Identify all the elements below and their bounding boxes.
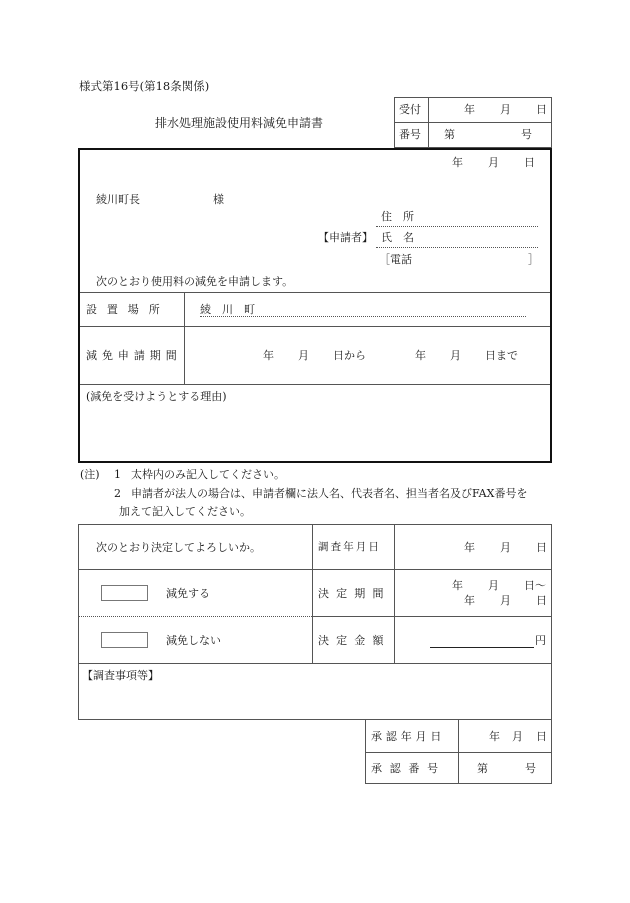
- number-prefix[interactable]: 第: [444, 128, 455, 141]
- received-month[interactable]: 月: [500, 103, 511, 116]
- deny-label: 減免しない: [166, 634, 221, 647]
- deny-checkbox[interactable]: [101, 632, 148, 648]
- received-label: 受付: [399, 103, 421, 116]
- survey-year[interactable]: 年: [464, 541, 475, 554]
- location-label: 設置場所: [86, 303, 170, 316]
- amount-input-line[interactable]: [430, 647, 534, 648]
- note-1-number: 1: [114, 468, 121, 481]
- application-year[interactable]: 年: [452, 156, 463, 169]
- approval-number-suffix: 号: [525, 762, 536, 775]
- decision-period-from-month[interactable]: 月: [488, 579, 499, 592]
- approval-month[interactable]: 月: [512, 730, 523, 743]
- approve-label: 減免する: [166, 587, 210, 600]
- row-divider-2: [80, 326, 550, 327]
- request-text: 次のとおり使用料の減免を申請します。: [96, 275, 294, 288]
- decision-row-divider-3: [78, 663, 552, 664]
- decision-column-divider-2: [394, 524, 395, 663]
- decision-period-label: 決定期間: [318, 587, 391, 600]
- address-line[interactable]: [376, 226, 538, 227]
- decision-question: 次のとおり決定してよろしいか。: [96, 541, 261, 554]
- label-column-divider: [184, 292, 185, 384]
- location-value: 綾 川 町: [200, 303, 255, 316]
- approval-number-label: 承認番号: [371, 762, 446, 775]
- approval-number-prefix[interactable]: 第: [477, 762, 488, 775]
- period-from-day[interactable]: 日から: [333, 349, 366, 362]
- decision-period-to-day[interactable]: 日: [536, 594, 547, 607]
- form-number: 様式第16号(第18条関係): [79, 79, 210, 93]
- decision-period-to-year[interactable]: 年: [464, 594, 475, 607]
- approval-row-divider: [365, 752, 552, 753]
- number-suffix: 号: [521, 128, 532, 141]
- reception-row-divider: [394, 122, 552, 123]
- decision-row-divider-2-dotted: [78, 616, 312, 617]
- period-to-month[interactable]: 月: [450, 349, 461, 362]
- applicant-label: 【申請者】: [318, 231, 373, 244]
- received-year[interactable]: 年: [464, 103, 475, 116]
- reason-label: (減免を受けようとする理由): [86, 390, 227, 403]
- survey-day[interactable]: 日: [536, 541, 547, 554]
- phone-label[interactable]: ［電話: [379, 253, 412, 266]
- decision-row-divider-2: [312, 616, 552, 617]
- survey-date-label: 調査年月日: [318, 541, 381, 553]
- investigation-input-area[interactable]: [84, 684, 546, 716]
- row-divider-1: [80, 292, 550, 293]
- period-to-year[interactable]: 年: [415, 349, 426, 362]
- note-1-text: 太枠内のみ記入してください。: [131, 468, 285, 481]
- decision-period-to-month[interactable]: 月: [500, 594, 511, 607]
- location-line[interactable]: [200, 316, 526, 317]
- note-2-text: 申請者が法人の場合は、申請者欄に法人名、代表者名、担当者名及びFAX番号を: [131, 487, 528, 500]
- amount-label: 決定金額: [318, 634, 391, 647]
- period-from-month[interactable]: 月: [298, 349, 309, 362]
- name-line[interactable]: [376, 247, 538, 248]
- period-to-day[interactable]: 日まで: [485, 349, 518, 362]
- decision-period-from-day[interactable]: 日～: [524, 579, 546, 592]
- notes-prefix: (注): [80, 468, 100, 481]
- note-2-number: 2: [114, 487, 121, 500]
- number-label: 番号: [399, 128, 421, 141]
- addressee: 綾川町長: [96, 193, 140, 206]
- row-divider-3: [80, 384, 550, 385]
- decision-column-divider-1: [312, 524, 313, 663]
- approval-day[interactable]: 日: [536, 730, 547, 743]
- investigation-label: 【調査事項等】: [82, 669, 159, 682]
- decision-period-from-year[interactable]: 年: [452, 579, 463, 592]
- survey-month[interactable]: 月: [500, 541, 511, 554]
- phone-close-bracket: ］: [528, 253, 539, 266]
- form-title: 排水処理施設使用料減免申請書: [155, 116, 324, 130]
- reason-input-area[interactable]: [84, 405, 546, 457]
- approval-date-label: 承認年月日: [371, 730, 446, 743]
- period-label: 減免申請期間: [86, 349, 182, 362]
- name-label: 氏 名: [381, 231, 414, 244]
- approval-year[interactable]: 年: [489, 730, 500, 743]
- application-month[interactable]: 月: [488, 156, 499, 169]
- address-label: 住 所: [381, 210, 414, 223]
- decision-row-divider-1: [78, 569, 552, 570]
- approve-checkbox[interactable]: [101, 585, 148, 601]
- period-from-year[interactable]: 年: [263, 349, 274, 362]
- received-day[interactable]: 日: [536, 103, 547, 116]
- application-day[interactable]: 日: [524, 156, 535, 169]
- note-2-continuation: 加えて記入してください。: [119, 505, 251, 518]
- honorific: 様: [213, 193, 224, 206]
- amount-unit: 円: [535, 634, 546, 647]
